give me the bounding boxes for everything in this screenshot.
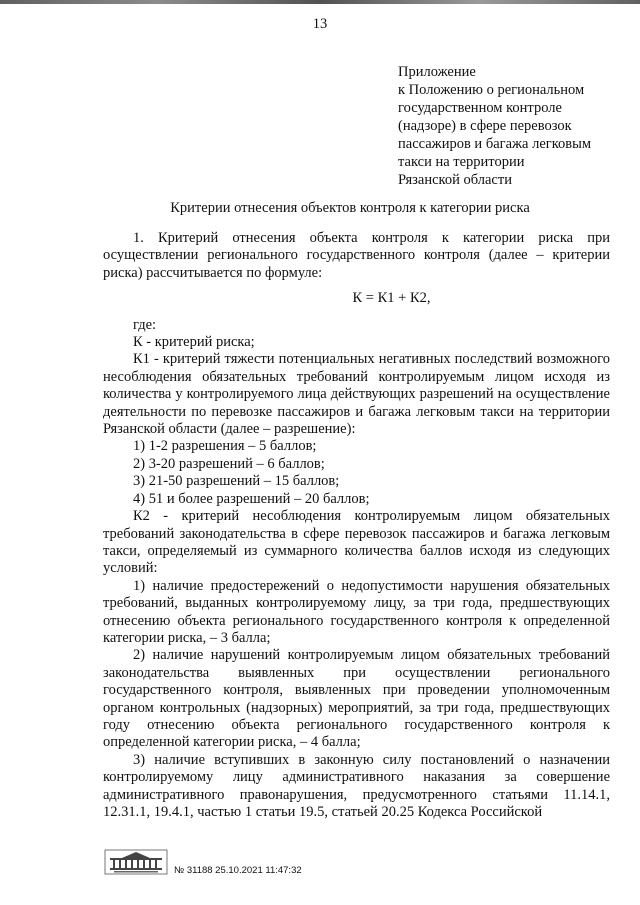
scan-top-border	[0, 0, 640, 4]
appendix-block	[398, 63, 638, 189]
appendix-line: такси на территории	[398, 154, 525, 170]
list-item-k2-3: 3) наличие вступивших в законную силу постановлений о назначении контролируемому лицу административного наказания за совершение административного правонарушения, предусмотренного статьями 11.14.1, 12.31.1, 19.4.1, частью 1 статьи 19.5, статьей 20.25 Кодекса Российской	[103, 751, 610, 820]
appendix-line: (надзоре) в сфере перевозок	[398, 118, 572, 134]
paragraph-criterion-1: 1. Критерий отнесения объекта контроля к категории риска при осуществлении регионального государственного контроля (далее – критерии риска) рассчитывается по формуле:	[103, 230, 610, 281]
list-item-k2-2: 2) наличие нарушений контролируемым лицом обязательных требований законодательства выявленных при осуществлении регионального государственного контроля, выявленных при проведении уполномоченным органом контрольных (надзорных) мероприятий, за три года, предшествующих году отнесению объекта регионального государственного контроля к определенной категории риска, – 4 балла;	[103, 647, 610, 751]
document-footer	[104, 849, 404, 879]
list-item-k1-3: 3) 21-50 разрешений – 15 баллов;	[133, 473, 340, 490]
appendix-line: Приложение	[398, 64, 476, 80]
list-item-k1-1: 1) 1-2 разрешения – 5 баллов;	[133, 438, 317, 455]
appendix-line: к Положению о региональном	[398, 82, 585, 98]
appendix-line: пассажиров и багажа легковым	[398, 136, 592, 152]
document-registration-number: № 31188 25.10.2021 11:47:32	[174, 865, 302, 876]
appendix-line: Рязанской области	[398, 172, 512, 188]
document-body	[103, 230, 610, 821]
list-item-k1-4: 4) 51 и более разрешений – 20 баллов;	[133, 490, 370, 507]
page-number: 13	[312, 16, 328, 32]
paragraph-k-definition: К - критерий риска;	[133, 334, 255, 351]
appendix-line: государственном контроле	[398, 100, 562, 116]
risk-formula: К = К1 + К2,	[352, 290, 431, 307]
list-item-k2-1: 1) наличие предостережений о недопустимости нарушения обязательных требований, выданных контролируемому лицу, за три года, предшествующих отнесению объекта регионального государственного контроля к определенной категории риска, – 3 балла;	[103, 577, 610, 646]
government-building-icon	[104, 849, 168, 875]
list-item-k1-2: 2) 3-20 разрешений – 6 баллов;	[133, 455, 325, 472]
paragraph-k1-definition: К1 - критерий тяжести потенциальных негативных последствий возможного несоблюдения обязательных требований контролируемым лицом исходя из количества у контролируемого лица действующих разрешений на осуществление деятельности по перевозке пассажиров и багажа легковым такси на территории Рязанской области (далее – разрешение):	[103, 351, 610, 438]
document-title: Критерии отнесения объектов контроля к категории риска	[170, 200, 530, 216]
paragraph-k2-definition: К2 - критерий несоблюдения контролируемым лицом обязательных требований законодательства в сфере перевозок пассажиров и багажа легковым такси, определяемый из суммарного количества баллов исходя из следующих условий:	[103, 508, 610, 577]
paragraph-where: где:	[133, 316, 157, 333]
